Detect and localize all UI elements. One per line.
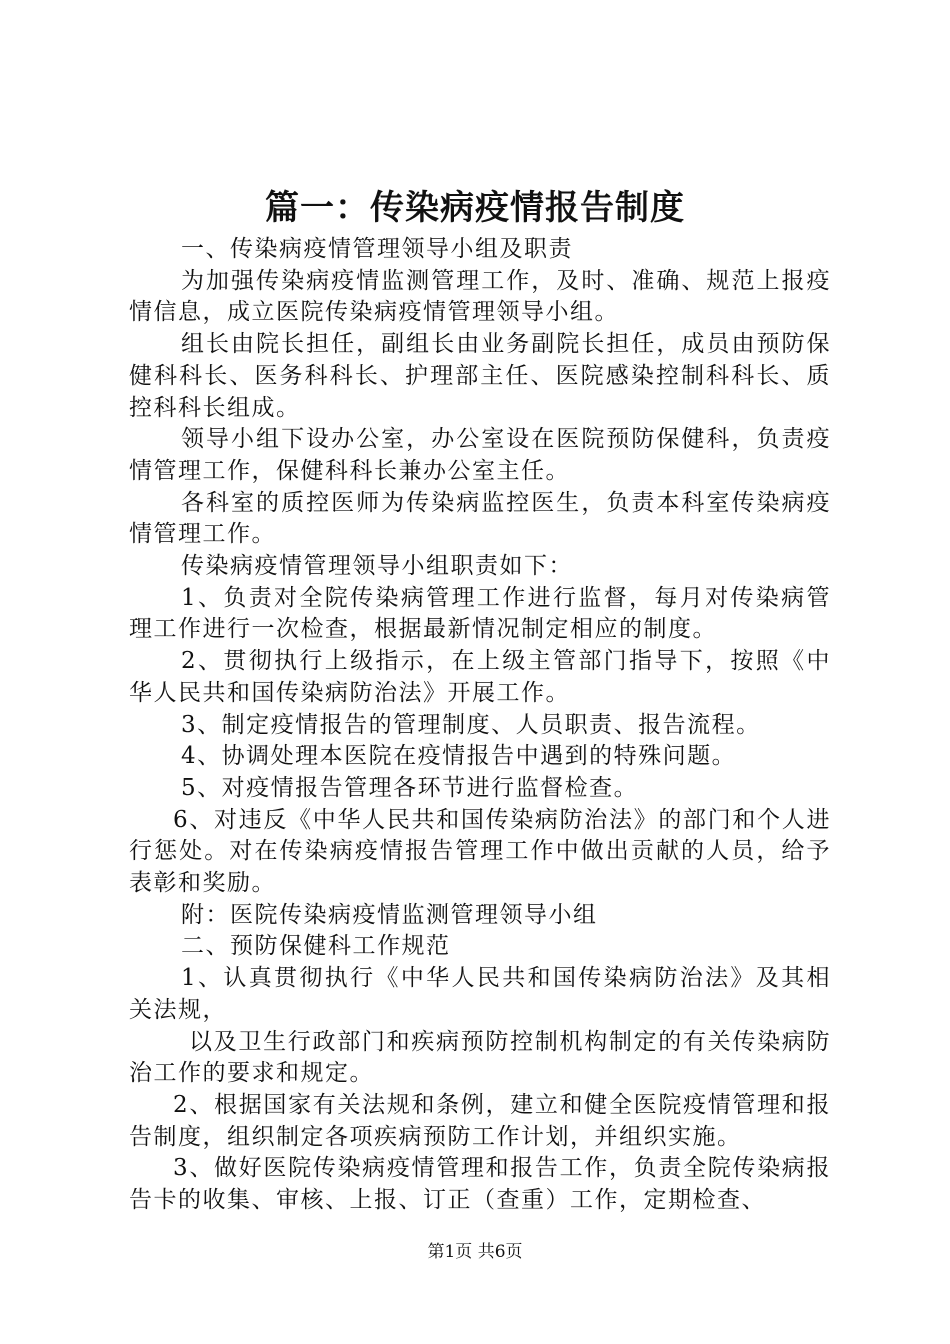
paragraph: 领导小组下设办公室，办公室设在医院预防保健科，负责疫情管理工作，保健科科长兼办公室主任。 — [129, 426, 831, 484]
paragraph: 以及卫生行政部门和疾病预防控制机构制定的有关传染病防治工作的要求和规定。 — [129, 1028, 831, 1087]
document-body — [129, 234, 831, 1217]
document-title: 篇一：传染病疫情报告制度 — [265, 188, 685, 228]
paragraph: 各科室的质控医师为传染病监控医生，负责本科室传染病疫情管理工作。 — [129, 489, 831, 548]
list-item: 3、做好医院传染病疫情管理和报告工作，负责全院传染病报告卡的收集、审核、上报、订正（查重）工作，定期检查、 — [129, 1155, 831, 1214]
list-item: 3、制定疫情报告的管理制度、人员职责、报告流程。 — [181, 711, 761, 738]
page-indicator: 第1页 共6页 — [427, 1242, 523, 1262]
attachment-note: 附：医院传染病疫情监测管理领导小组 — [181, 901, 598, 928]
paragraph: 为加强传染病疫情监测管理工作，及时、准确、规范上报疫情信息，成立医院传染病疫情管理领导小组。 — [129, 267, 831, 326]
list-item: 2、贯彻执行上级指示，在上级主管部门指导下，按照《中华人民共和国传染病防治法》开展工作。 — [129, 648, 831, 706]
section-heading-2: 二、预防保健科工作规范 — [181, 933, 451, 960]
list-item: 4、协调处理本医院在疫情报告中遇到的特殊问题。 — [181, 743, 737, 770]
paragraph: 传染病疫情管理领导小组职责如下： — [181, 553, 573, 580]
list-item: 1、负责对全院传染病管理工作进行监督，每月对传染病管理工作进行一次检查，根据最新情况制定相应的制度。 — [129, 584, 831, 643]
section-heading-1: 一、传染病疫情管理领导小组及职责 — [181, 236, 573, 262]
list-item: 2、根据国家有关法规和条例，建立和健全医院疫情管理和报告制度，组织制定各项疾病预防工作计划，并组织实施。 — [129, 1091, 831, 1150]
list-item: 6、对违反《中华人民共和国传染病防治法》的部门和个人进行惩处。对在传染病疫情报告管理工作中做出贡献的人员，给予表彰和奖励。 — [129, 806, 831, 897]
list-item: 5、对疫情报告管理各环节进行监督检查。 — [181, 774, 639, 801]
list-item: 1、认真贯彻执行《中华人民共和国传染病防治法》及其相关法规， — [129, 965, 831, 1023]
paragraph: 组长由院长担任，副组长由业务副院长担任，成员由预防保健科科长、医务科科长、护理部主任、医院感染控制科科长、质控科科长组成。 — [129, 331, 831, 421]
